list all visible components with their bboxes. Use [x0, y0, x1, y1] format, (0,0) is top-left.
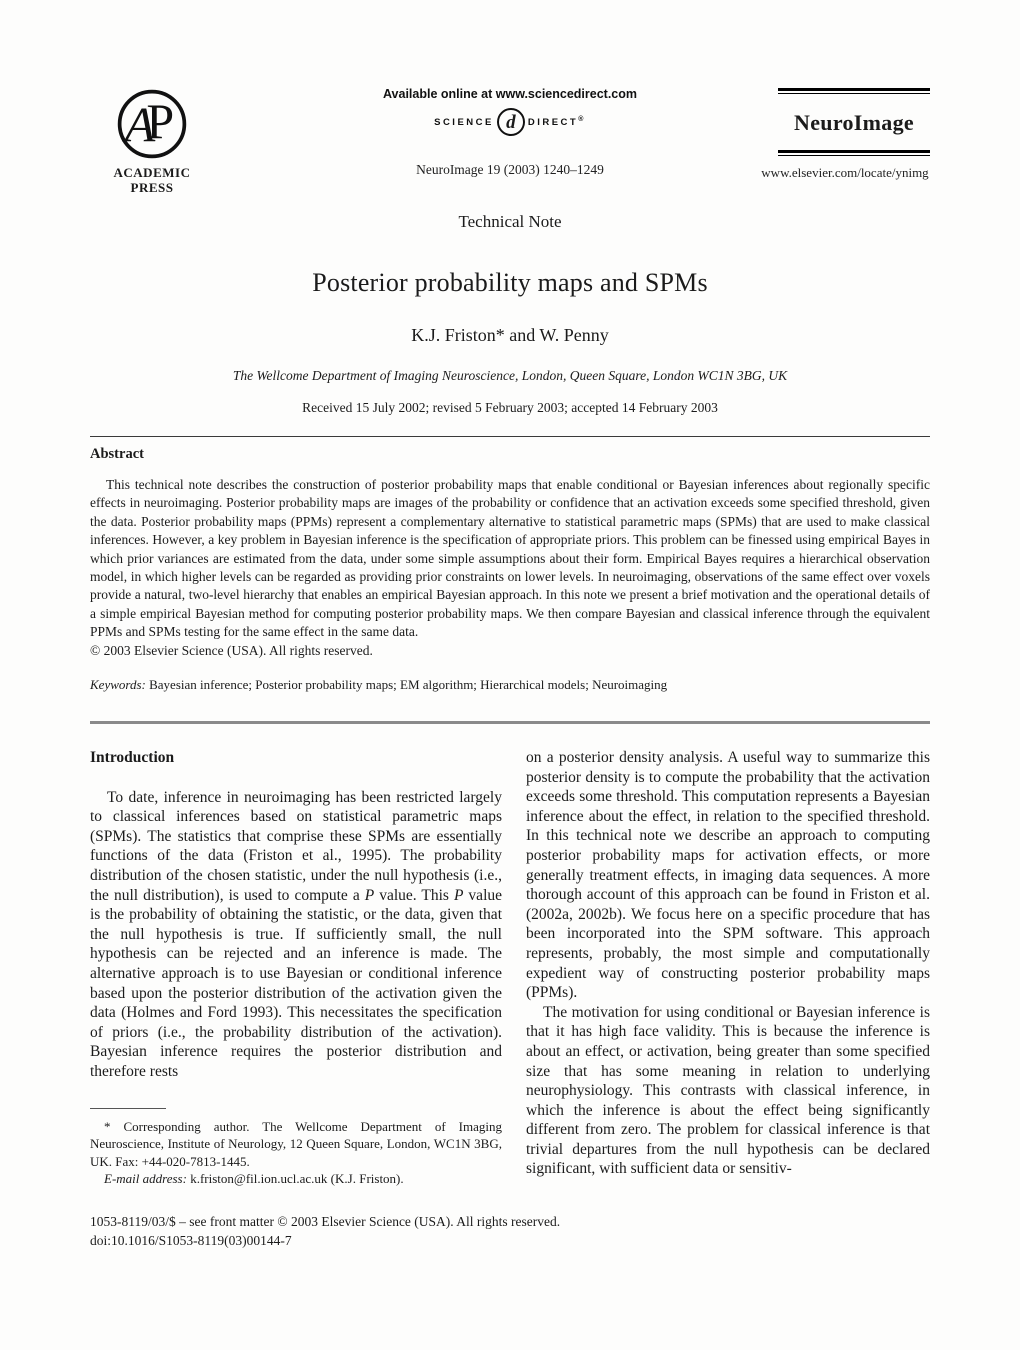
- keywords-bottom-rule: [90, 721, 930, 724]
- double-rule-bottom: [778, 150, 930, 156]
- sciencedirect-direct-word: DIRECT: [527, 117, 579, 129]
- footnote-rule: [90, 1108, 166, 1109]
- sciencedirect-logo: [340, 108, 680, 136]
- publisher-name-line2: PRESS: [130, 180, 174, 195]
- article-history: Received 15 July 2002; revised 5 February 2003; accepted 14 February 2003: [302, 400, 718, 415]
- footnote-address: * Corresponding author. The Wellcome Department of Imaging Neuroscience, Institute of Neurology, 12 Queen Square, London, WC1N 3BG, UK. Fax: +44-020-7813-1445.: [90, 1119, 502, 1169]
- academic-press-logo-icon: [115, 87, 189, 161]
- journal-citation: NeuroImage 19 (2003) 1240–1249: [416, 162, 604, 177]
- abstract-top-rule: [90, 436, 930, 437]
- abstract-section: [90, 446, 930, 693]
- keywords-list: Bayesian inference; Posterior probability maps; EM algorithm; Hierarchical models; Neuroimaging: [145, 677, 668, 693]
- left-column: [90, 748, 502, 1082]
- article-title: Posterior probability maps and SPMs: [312, 268, 708, 297]
- svg-text:P: P: [146, 92, 175, 149]
- publisher-name: [92, 165, 212, 195]
- keywords-label: Keywords:: [90, 677, 146, 693]
- introduction-heading: Introduction: [90, 749, 175, 766]
- available-online-text: Available online at www.sciencedirect.com: [382, 87, 638, 101]
- issn-line: 1053-8119/03/$ – see front matter © 2003 Elsevier Science (USA). All rights reserved.: [90, 1214, 561, 1229]
- masthead: [90, 85, 930, 210]
- doi-line: doi:10.1016/S1053-8119(03)00144-7: [90, 1233, 292, 1248]
- section-label: Technical Note: [458, 212, 562, 231]
- abstract-body: This technical note describes the construction of posterior probability maps that enable conditional or Bayesian inferences about regionally specific effects in neuroimaging. Posterior probability maps are images of the probability or confidence that an activation exceeds some specified threshold, given the data. Posterior probability maps (PPMs) represent a complementary alternative to statistical parametric maps (SPMs) that are used to make classical inferences. However, a key problem in Bayesian inference is the specification of appropriate priors. This problem can be finessed using empirical Bayes in which prior variances are estimated from the data, under some simple assumptions about their form. Empirical Bayes requires a hierarchical observation model, in which higher levels can be regarded as providing prior constraints on lower levels. In neuroimaging, observations of the same effect over voxels provide a natural, two-level hierarchy that enables an empirical Bayesian approach. In this note we present a brief motivation and the operational details of a simple empirical Bayesian method for computing posterior probability maps. We then compare Bayesian and classical inference through the equivalent PPMs and SPMs testing for the same effect in the same data.: [90, 477, 930, 640]
- journal-block: [761, 88, 930, 181]
- intro-paragraph-3: The motivation for using conditional or Bayesian inference is that it has high face validity. This is because the inference is about an effect, or activation, being greater than some specified size that has some meaning in relation to underlying neurophysiology. This contrasts with classical inference, in which the inference is about the effect being significantly different from zero. The problem for classical inference is that trivial departures from the null hypothesis can be declared significant, with sufficient data or sensitiv-: [526, 1003, 930, 1178]
- imprint-footer: [90, 1212, 790, 1250]
- masthead-center: [340, 87, 680, 178]
- keywords-line: [90, 677, 930, 693]
- journal-url: www.elsevier.com/locate/ynimg: [761, 165, 929, 180]
- sciencedirect-d-icon: d: [497, 108, 525, 136]
- corresponding-author-footnote: [90, 1108, 502, 1187]
- abstract-heading: Abstract: [90, 446, 144, 462]
- svg-text:A: A: [124, 96, 156, 153]
- publisher-block: [92, 87, 212, 195]
- sciencedirect-direct-text: [528, 116, 586, 128]
- journal-name: NeuroImage: [794, 110, 914, 135]
- article-affiliation: The Wellcome Department of Imaging Neuroscience, London, Queen Square, London WC1N 3BG, UK: [232, 368, 788, 383]
- intro-paragraph-2: on a posterior density analysis. A useful way to summarize this posterior density is to compute the probability that the activation exceeds some threshold. This computation represents a Bayesian inference about the effect, in relation to the specified threshold. In this technical note we describe an approach to computing posterior probability maps for activation effects, or more generally treatment effects, in imaging data sequences. A more thorough account of this approach can be found in Friston et al. (2002a, 2002b). We focus here on a specific procedure that has been incorporated into the SPM software. This approach represents, probably, the most simple and computationally expedient way of constructing posterior probability maps (PPMs).: [526, 749, 930, 1002]
- publisher-name-line1: ACADEMIC: [113, 165, 191, 180]
- abstract-copyright: © 2003 Elsevier Science (USA). All rights reserved.: [90, 642, 373, 658]
- intro-paragraph-1: To date, inference in neuroimaging has been restricted largely to classical inferences based on statistical parametric maps (SPMs). The statistics that comprise these SPMs are essentially functions of the data (Friston et al., 1995). The probability distribution of the chosen statistic, under the null hypothesis (i.e., the null distribution), is used to compute a P value. This P value is the probability of obtaining the statistic, or the data, given that the null hypothesis is true. If sufficiently small, the null hypothesis can be rejected and an inference is made. The alternative approach is to use Bayesian or conditional inference based upon the posterior distribution of the activation given the data (Holmes and Ford 1993). This necessitates the specification of priors (i.e., the probability distribution of the activation). Bayesian inference requires the posterior distribution and therefore rests: [90, 788, 502, 1080]
- registered-mark: ®: [578, 115, 586, 123]
- article-authors: K.J. Friston* and W. Penny: [411, 325, 609, 345]
- footnote-email: E-mail address: k.friston@fil.ion.ucl.ac.uk (K.J. Friston).: [104, 1170, 404, 1186]
- sciencedirect-science-text: SCIENCE: [434, 116, 494, 128]
- title-block: [90, 212, 930, 416]
- right-column: [526, 748, 930, 1179]
